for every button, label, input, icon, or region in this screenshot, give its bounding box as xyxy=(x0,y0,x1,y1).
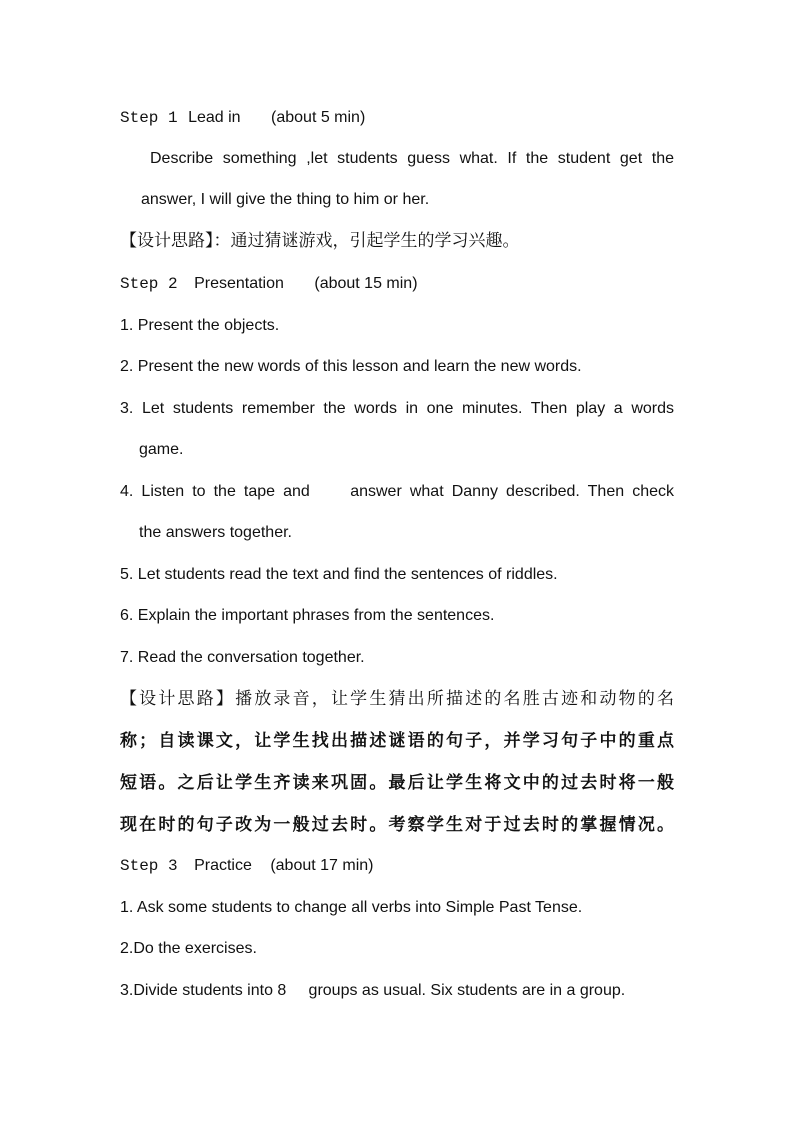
step1-title: Lead in xyxy=(188,109,241,126)
step2-item2: 2. Present the new words of this lesson and learn the new words. xyxy=(120,358,582,375)
step2-item4-line1: 4. Listen to the tape and answer what Danny described. Then check xyxy=(120,483,674,500)
step2-design-text1: 播放录音，让学生猜出所描述的名胜古迹和动物的名 xyxy=(235,689,675,708)
step2-label: Step 2 xyxy=(120,275,178,293)
step1-heading xyxy=(120,107,365,129)
step2-title: Presentation xyxy=(194,275,284,292)
step2-design-line4: 现在时的句子改为一般过去时。考察学生对于过去时的掌握情况。 xyxy=(120,815,674,834)
step2-item1: 1. Present the objects. xyxy=(120,317,280,334)
step3-item3: 3.Divide students into 8 groups as usual. Six students are in a group. xyxy=(120,982,626,999)
step2-item5: 5. Let students read the text and find the sentences of riddles. xyxy=(120,566,558,583)
step2-heading xyxy=(120,273,418,295)
step2-item7: 7. Read the conversation together. xyxy=(120,649,365,666)
step3-time: (about 17 min) xyxy=(270,857,374,874)
step1-design-note xyxy=(120,230,520,252)
step2-item4-line2: the answers together. xyxy=(139,524,292,541)
step3-item1: 1. Ask some students to change all verbs into Simple Past Tense. xyxy=(120,899,583,916)
step3-heading xyxy=(120,855,373,877)
step1-time: (about 5 min) xyxy=(271,109,366,126)
step3-title: Practice xyxy=(194,857,252,874)
step1-body-line1: Describe something ,let students guess what. If the student get the xyxy=(150,150,674,167)
step2-item3-line1: 3. Let students remember the words in one minutes. Then play a words xyxy=(120,400,674,417)
step2-design-line2: 称；自读课文，让学生找出描述谜语的句子，并学习句子中的重点 xyxy=(120,731,674,750)
step1-body-line2: answer, I will give the thing to him or her. xyxy=(141,191,430,208)
step3-item2: 2.Do the exercises. xyxy=(120,940,257,957)
step3-label: Step 3 xyxy=(120,857,178,875)
step2-design-line3: 短语。之后让学生齐读来巩固。最后让学生将文中的过去时将一般 xyxy=(120,773,674,792)
step2-item6: 6. Explain the important phrases from the sentences. xyxy=(120,607,495,624)
step1-design-text: ：通过猜谜游戏，引起学生的学习兴趣。 xyxy=(213,231,520,250)
step2-item3-line2: game. xyxy=(139,441,184,458)
step1-label: Step 1 xyxy=(120,109,178,127)
step2-time: (about 15 min) xyxy=(314,275,418,292)
step2-design-bracket: 【设计思路】 xyxy=(120,689,236,708)
step1-design-bracket: 【设计思路】 xyxy=(120,231,214,250)
step2-design-line1 xyxy=(120,688,674,710)
